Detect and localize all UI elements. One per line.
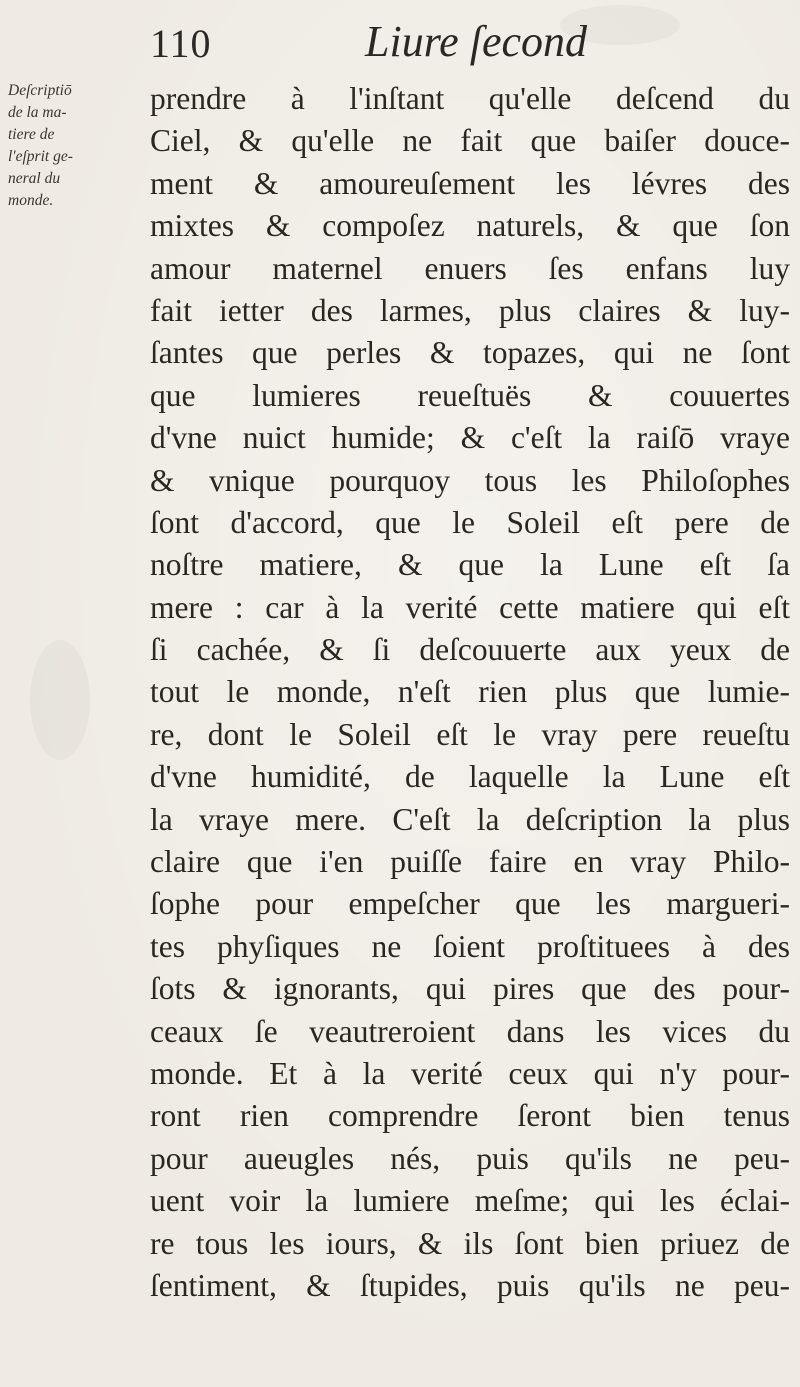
text-line: pour aueugles nés, puis qu'ils ne peu- <box>150 1140 790 1176</box>
text-line: d'vne nuict humide; & c'eſt la raiſō vraye <box>150 420 790 456</box>
text-line: amour maternel enuers ſes enfans luy <box>150 250 790 286</box>
margin-note-line: monde. <box>8 192 54 209</box>
text-line: ceaux ſe veautreroient dans les vices du <box>150 1013 790 1049</box>
text-line: fait ietter des larmes, plus claires & luy- <box>150 292 790 328</box>
text-line: ſentiment, & ſtupides, puis qu'ils ne peu- <box>150 1267 790 1303</box>
margin-note-line: tiere de <box>8 126 55 143</box>
text-line: & vnique pourquoy tous les Philoſophes <box>150 462 790 498</box>
text-line: que lumieres reueſtuës & couuertes <box>150 377 790 413</box>
text-line: ſont d'accord, que le Soleil eſt pere de <box>150 504 790 540</box>
text-line: ment & amoureuſement les lévres des <box>150 165 790 201</box>
text-line: Ciel, & qu'elle ne fait que baiſer douce- <box>150 123 790 159</box>
margin-note-line: l'eſprit ge- <box>8 148 73 165</box>
text-line: re tous les iours, & ils ſont bien priuez de <box>150 1225 790 1261</box>
margin-note-line: de la ma- <box>8 104 67 121</box>
text-line: d'vne humidité, de laquelle la Lune eſt <box>150 759 790 795</box>
text-line: tout le monde, n'eſt rien plus que lumie- <box>150 674 790 710</box>
body-text <box>150 78 790 1307</box>
margin-note <box>8 80 96 212</box>
text-line: ſantes que perles & topazes, qui ne ſont <box>150 335 790 371</box>
text-line: mere : car à la verité cette matiere qui eſt <box>150 589 790 625</box>
text-line: mixtes & compoſez naturels, & que ſon <box>150 208 790 244</box>
page-number: 110 <box>150 21 212 66</box>
text-line: noſtre matiere, & que la Lune eſt ſa <box>150 547 790 583</box>
text-line: tes phyſiques ne ſoient proſtituees à des <box>150 928 790 964</box>
text-line: prendre à l'inſtant qu'elle deſcend du <box>150 81 790 116</box>
text-line: ſots & ignorants, qui pires que des pour- <box>150 971 790 1007</box>
text-line: la vraye mere. C'eſt la deſcription la plus <box>150 801 790 837</box>
text-line: ront rien comprendre ſeront bien tenus <box>150 1098 790 1134</box>
text-line: ſi cachée, & ſi deſcouuerte aux yeux de <box>150 632 790 668</box>
text-line: uent voir la lumiere meſme; qui les éclai- <box>150 1183 790 1219</box>
text-line: claire que i'en puiſſe faire en vray Philo- <box>150 844 790 880</box>
text-line: monde. Et à la verité ceux qui n'y pour- <box>150 1055 790 1091</box>
page-header <box>0 14 800 74</box>
running-head: Liure ſecond <box>365 17 587 66</box>
margin-note-line: Deſcriptiō <box>8 82 72 99</box>
margin-note-line: neral du <box>8 170 61 187</box>
text-line: re, dont le Soleil eſt le vray pere reueſtu <box>150 716 790 752</box>
text-line: ſophe pour empeſcher que les margueri- <box>150 886 790 922</box>
paper-stain <box>30 640 90 760</box>
